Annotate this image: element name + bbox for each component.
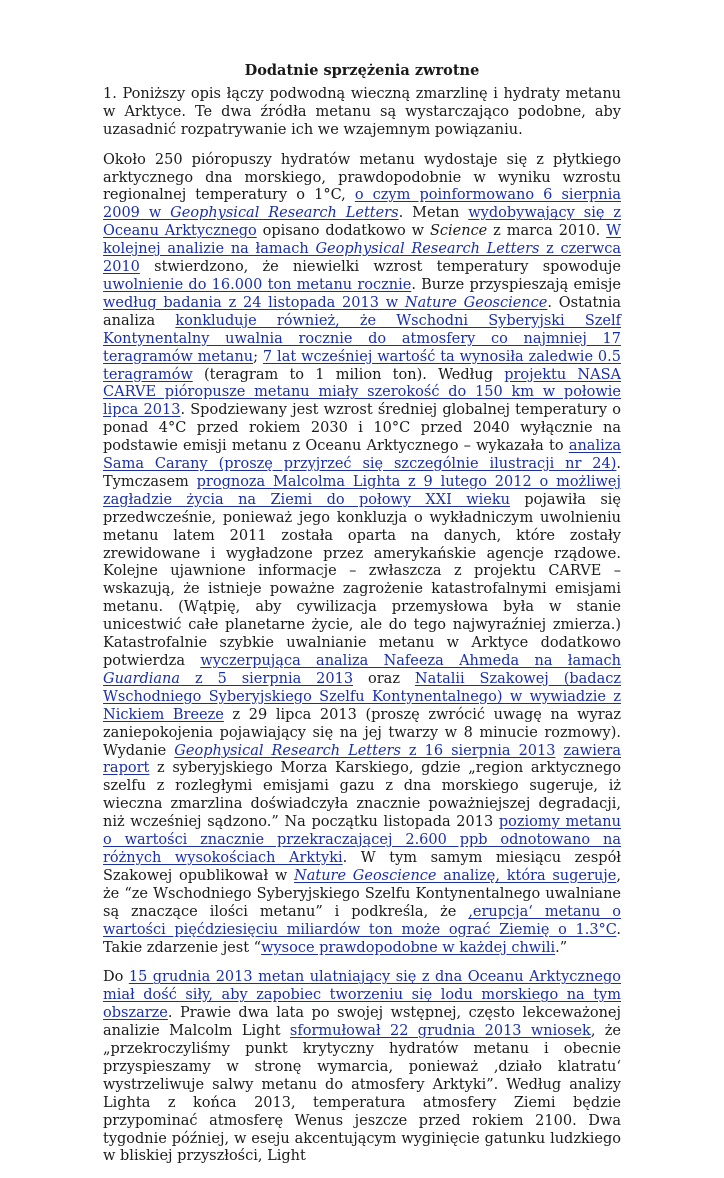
hyperlink[interactable]: W kolejnej analizie na łamach [103, 223, 622, 258]
text-run: , że “ze Wschodniego Syberyjskiego Szelfu Kontynentalnego uwalniane są znaczące ilości metanu” i podkreśla, że [103, 867, 621, 920]
paragraph [103, 969, 621, 1166]
text-run: (teragram to 1 milion ton). Według [192, 366, 505, 383]
text-run: stwierdzono, że niewielki wzrost temperatury spowoduje [139, 259, 621, 276]
text-run: . W tym samym miesiącu zespół Szakowej opublikował w [103, 849, 622, 884]
hyperlink[interactable]: uwolnienie do 16.000 ton metanu rocznie [103, 276, 412, 293]
text-run: pojawiła się przedwcześnie, ponieważ jego konkluzja o wykładniczym uwolnieniu metanu latem 2011 została oparta na danych, które zostały zrewidowane i wygładzone przez amerykańskie agencje rządowe. Kolejne ujawnione informacje – zwłaszcza z projektu CARVE – wskazują, że istnieje poważne zagrożenie katastrofalnymi emisjami metanu. (Wątpię, aby cywilizacja przemysłowa była w stanie unicestwić całe planetarne życie, ale do tego najwyraźniej zmierza.) Katastrofalnie szybkie uwalnianie metanu w Arktyce dodatkowo potwierdza [103, 491, 621, 669]
hyperlink[interactable]: sformułował 22 grudnia 2013 wniosek [289, 1023, 591, 1040]
text-run: z marca 2010. [487, 223, 607, 240]
text-run: z 29 lipca 2013 (proszę zwrócić uwagę na wyraz zaniepokojenia pojawiający się na jej twarzy w 8 minucie rozmowy). Wydanie [103, 706, 622, 759]
hyperlink[interactable]: Geophysical Research Letters [315, 241, 540, 258]
text-run: Około 250 pióropuszy hydratów metanu wydostaje się z płytkiego arktycznego dna morskiego, prawdopodobnie w wyniku wzrostu regionalnej temperatury o 1°C, [103, 151, 621, 204]
text-run [555, 743, 563, 759]
hyperlink[interactable]: konkluduje również, że Wschodni Syberyjski Szelf Kontynentalny uwalnia rocznie do atmosfery co najmniej 17 teragramów metanu [103, 312, 622, 365]
hyperlink[interactable]: Geophysical Research Letters [174, 742, 401, 759]
hyperlink[interactable]: z 16 sierpnia 2013 [400, 742, 556, 759]
hyperlink[interactable]: według badania z 24 listopada 2013 w [103, 294, 405, 311]
hyperlink[interactable]: ‚erupcja‘ metanu o wartości pięćdziesięciu miliardów ton może ograć Ziemię o 1.3°C [103, 903, 621, 938]
hyperlink[interactable]: prognoza Malcolma Lighta z 9 lutego 2012 o możliwej zagładzie życia na Ziemi do połowy XXI wieku [103, 473, 621, 508]
hyperlink[interactable]: Nature Geoscience [404, 294, 548, 311]
text-run: , że „przekroczyliśmy punkt krytyczny hydratów metanu i obecnie przyspieszamy w stronę wymarcia, ponieważ ‚działo klatratu‘ wystrzeliwuje salwy metanu do atmosfery Arktyki”. Według analizy Lighta z końca 2013, temperatura atmosfery Ziemi będzie przypominać atmosferę Wenus jeszcze przed rokiem 2100. Dwa tygodnie później, w eseju akcentującym wyginięcie gatunku ludzkiego w bliskiej przyszłości, Light [103, 1023, 621, 1165]
hyperlink[interactable]: analiza Sama Carany (proszę przyjrzeć się szczególnie ilustracji nr 24) [103, 438, 621, 473]
hyperlink[interactable]: poziomy metanu o wartości znacznie przekraczającej 2.600 ppb odnotowano na różnych wysokościach Arktyki [103, 814, 621, 866]
text-run: . Metan [398, 205, 469, 222]
hyperlink[interactable]: wyczerpująca analiza Nafeeza Ahmeda na łamach [200, 653, 622, 669]
hyperlink[interactable]: Geophysical Research Letters [170, 205, 399, 222]
document-body [103, 86, 621, 1166]
text-run: 1. Poniższy opis łączy podwodną wieczną zmarzlinę i hydraty metanu w Arktyce. Te dwa źródła metanu są wystarczająco podobne, aby uzasadnić rozpatrywanie ich we wzajemnym powiązaniu. [103, 85, 621, 138]
hyperlink[interactable]: 7 lat wcześniej wartość ta wynosiła zaledwie 0.5 teragramów [103, 348, 621, 383]
text-run: . Takie zdarzenie jest “ [103, 921, 621, 956]
text-run: . Burze przyspieszają emisje [411, 276, 621, 293]
hyperlink[interactable]: analizę, która sugeruje [436, 867, 617, 884]
text-run: ; [253, 348, 263, 365]
hyperlink[interactable]: z czerwca 2010 [103, 241, 621, 276]
paragraph [103, 86, 621, 140]
text-run: Do [103, 969, 129, 986]
hyperlink[interactable]: o czym poinformowano 6 sierpnia 2009 w [103, 187, 621, 222]
hyperlink[interactable]: wysoce prawdopodobne w każdej chwili [261, 939, 556, 956]
text-run: . Tymczasem [103, 456, 621, 490]
paragraph [103, 152, 621, 958]
text-run: . Spodziewany jest wzrost średniej globalnej temperatury o ponad 4°C przed rokiem 2030 i 10°C przed 2040 wyłącznie na podstawie emisji metanu z Oceanu Arktycznego – wykazała to [103, 402, 621, 455]
hyperlink[interactable]: z 5 sierpnia 2013 [180, 670, 354, 687]
text-run: Science [429, 223, 488, 240]
text-run: .” [555, 939, 568, 956]
hyperlink[interactable]: projektu NASA CARVE pióropusze metanu miały szerokość do 150 km w połowie lipca 2013 [103, 366, 621, 419]
text-run: opisano dodatkowo w [256, 223, 430, 240]
text-run: . Ostatnia analiza [103, 294, 621, 329]
text-run: z syberyjskiego Morza Karskiego, gdzie „region arktycznego szelfu z rozległymi emisjami gazu z dna morskiego sugeruje, iż wieczna zmarzlina doświadczyła znacznie poważniejszej degradacji, niż wcześniej sądzono.” Na początku listopada 2013 [103, 760, 621, 831]
document-title: Dodatnie sprzężenia zwrotne [244, 62, 480, 79]
text-run: oraz [353, 670, 415, 687]
hyperlink[interactable]: Nature Geoscience [294, 867, 437, 884]
hyperlink[interactable]: Guardiana [103, 670, 181, 687]
text-run: . Prawie dwa lata po swojej wstępnej, często lekceważonej analizie Malcolm Light [103, 1005, 621, 1040]
document-page [103, 62, 621, 1178]
hyperlink[interactable]: zawiera raport [103, 742, 622, 777]
hyperlink[interactable]: Natalii Szakowej (badacz Wschodniego Syberyjskiego Szelfu Kontynentalnego) w wywiadzie z Nickiem Breeze [103, 670, 621, 723]
hyperlink[interactable]: wydobywający się z Oceanu Arktycznego [103, 205, 621, 240]
hyperlink[interactable]: 15 grudnia 2013 metan ulatniający się z dna Oceanu Arktycznego miał dość siły, aby zapobiec tworzeniu się lodu morskiego na tym obszarze [103, 969, 622, 1022]
